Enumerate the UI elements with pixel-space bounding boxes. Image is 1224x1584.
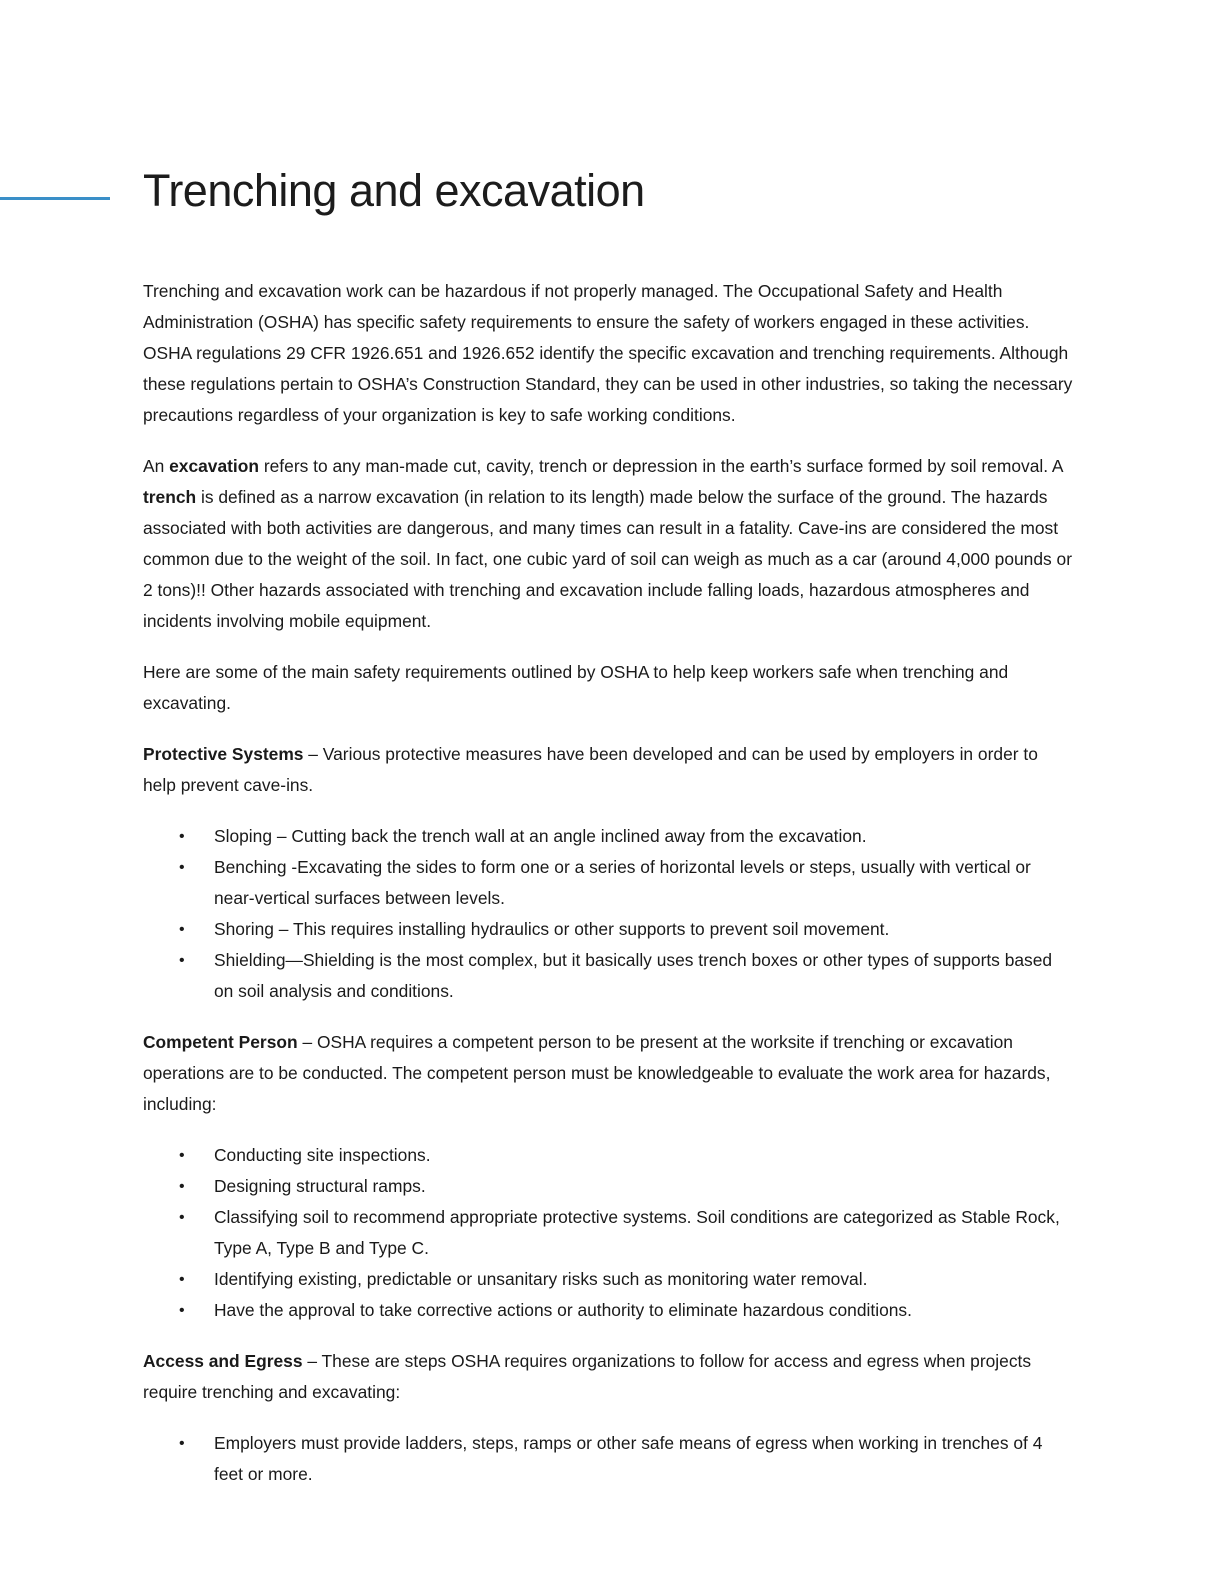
bullet-icon: • bbox=[179, 1302, 185, 1319]
list-item-text: Employers must provide ladders, steps, ramps or other safe means of egress when working in trenches of 4 feet or more. bbox=[214, 1433, 1043, 1484]
list-item-text: Benching -Excavating the sides to form one or a series of horizontal levels or steps, usually with vertical or near-vertical surfaces between levels. bbox=[214, 857, 1031, 908]
page-title: Trenching and excavation bbox=[143, 165, 645, 216]
access-egress-paragraph bbox=[143, 1346, 1073, 1408]
access-egress-heading: Access and Egress bbox=[143, 1351, 303, 1371]
bullet-icon: • bbox=[179, 1209, 185, 1226]
access-egress-text: – These are steps OSHA requires organizations to follow for access and egress when projects require trenching and excavating: bbox=[143, 1351, 1032, 1402]
definitions-text-2: refers to any man-made cut, cavity, trench or depression in the earth’s surface formed by soil removal. A bbox=[259, 456, 1063, 476]
list-item-text: Conducting site inspections. bbox=[214, 1145, 431, 1165]
access-egress-list bbox=[143, 1428, 1073, 1490]
list-item-text: Identifying existing, predictable or unsanitary risks such as monitoring water removal. bbox=[214, 1269, 868, 1289]
list-item-text: Classifying soil to recommend appropriate protective systems. Soil conditions are categorized as Stable Rock, Type A, Type B and Type C. bbox=[214, 1207, 1060, 1258]
list-item bbox=[143, 1140, 1073, 1171]
list-item bbox=[143, 1171, 1073, 1202]
protective-systems-list bbox=[143, 821, 1073, 1007]
competent-person-heading: Competent Person bbox=[143, 1032, 298, 1052]
list-item bbox=[143, 1202, 1073, 1264]
bullet-icon: • bbox=[179, 952, 185, 969]
competent-person-paragraph bbox=[143, 1027, 1073, 1120]
bullet-icon: • bbox=[179, 1178, 185, 1195]
document-body bbox=[143, 276, 1073, 1510]
bullet-icon: • bbox=[179, 1435, 185, 1452]
bullet-icon: • bbox=[179, 1271, 185, 1288]
bullet-icon: • bbox=[179, 828, 185, 845]
list-item bbox=[143, 1428, 1073, 1490]
bullet-icon: • bbox=[179, 921, 185, 938]
definitions-text-1: An bbox=[143, 456, 170, 476]
list-item-text: Sloping – Cutting back the trench wall at an angle inclined away from the excavation. bbox=[214, 826, 867, 846]
list-item bbox=[143, 914, 1073, 945]
requirements-intro-paragraph: Here are some of the main safety requirements outlined by OSHA to help keep workers safe when trenching and excavating. bbox=[143, 662, 1009, 713]
term-excavation: excavation bbox=[169, 456, 260, 476]
list-item-text: Shielding—Shielding is the most complex, but it basically uses trench boxes or other types of supports based on soil analysis and conditions. bbox=[214, 950, 1053, 1001]
term-trench: trench bbox=[143, 487, 197, 507]
protective-systems-text: – Various protective measures have been developed and can be used by employers in order to help prevent cave-ins. bbox=[143, 744, 1038, 795]
list-item-text: Designing structural ramps. bbox=[214, 1176, 426, 1196]
competent-person-text: – OSHA requires a competent person to be present at the worksite if trenching or excavation operations are to be conducted. The competent person must be knowledgeable to evaluate the work area for hazards, including: bbox=[143, 1032, 1051, 1114]
list-item bbox=[143, 1295, 1073, 1326]
definitions-paragraph bbox=[143, 451, 1073, 637]
bullet-icon: • bbox=[179, 859, 185, 876]
list-item bbox=[143, 852, 1073, 914]
list-item-text: Shoring – This requires installing hydraulics or other supports to prevent soil movement. bbox=[214, 919, 890, 939]
list-item bbox=[143, 1264, 1073, 1295]
intro-paragraph: Trenching and excavation work can be hazardous if not properly managed. The Occupational Safety and Health Administration (OSHA) has specific safety requirements to ensure the safety of workers engaged in these activities. OSHA regulations 29 CFR 1926.651 and 1926.652 identify the specific excavation and trenching requirements. Although these regulations pertain to OSHA’s Construction Standard, they can be used in other industries, so taking the necessary precautions regardless of your organization is key to safe working conditions. bbox=[143, 281, 1073, 425]
protective-systems-heading: Protective Systems bbox=[143, 744, 304, 764]
protective-systems-paragraph bbox=[143, 739, 1073, 801]
definitions-text-3: is defined as a narrow excavation (in relation to its length) made below the surface of the ground. The hazards associated with both activities are dangerous, and many times can result in a fatality. Cave-ins are considered the most common due to the weight of the soil. In fact, one cubic yard of soil can weigh as much as a car (around 4,000 pounds or 2 tons)!! Other hazards associated with trenching and excavation include falling loads, hazardous atmospheres and incidents involving mobile equipment. bbox=[143, 487, 1072, 631]
bullet-icon: • bbox=[179, 1147, 185, 1164]
list-item bbox=[143, 945, 1073, 1007]
title-accent-rule bbox=[0, 197, 110, 200]
list-item-text: Have the approval to take corrective actions or authority to eliminate hazardous conditions. bbox=[214, 1300, 912, 1320]
list-item bbox=[143, 821, 1073, 852]
competent-person-list bbox=[143, 1140, 1073, 1326]
